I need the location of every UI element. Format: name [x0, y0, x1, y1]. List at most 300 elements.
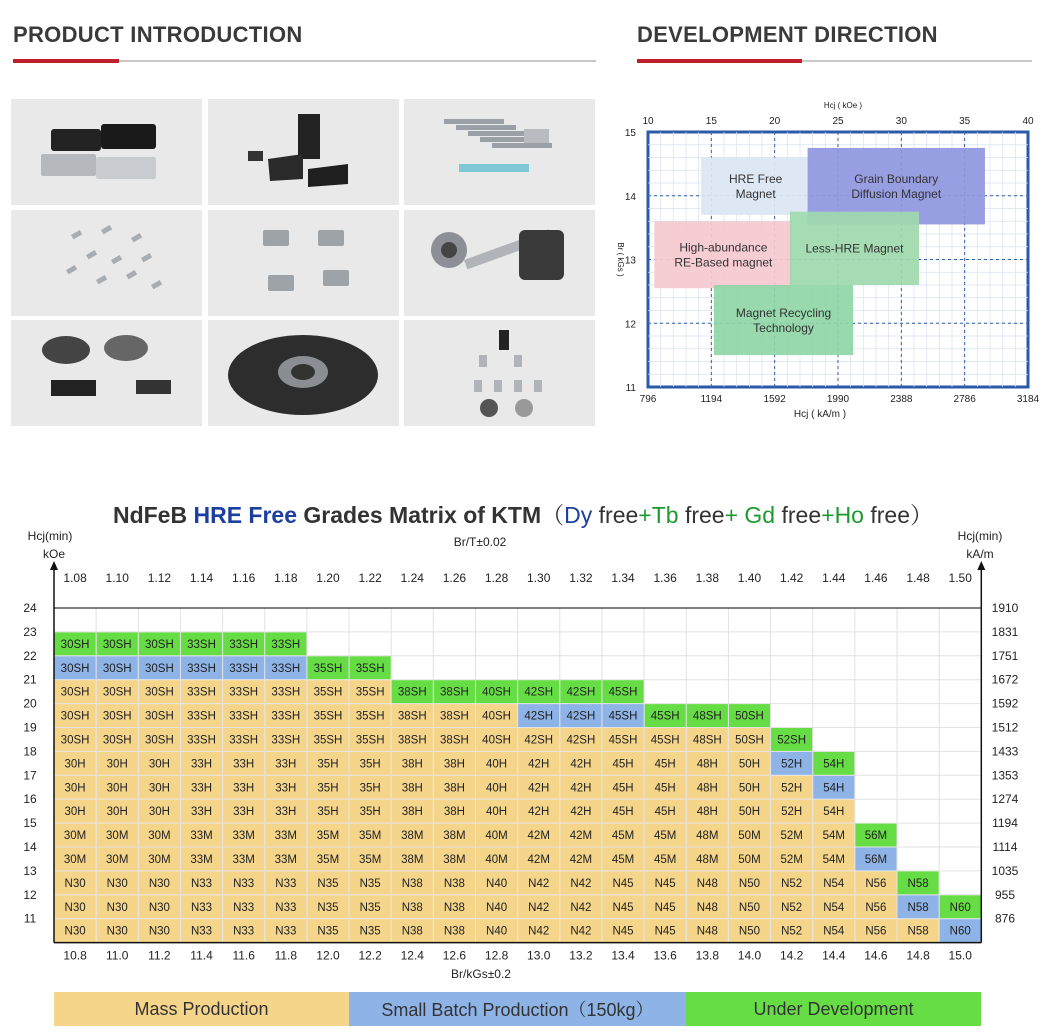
hcj-koe-tick: 24 — [23, 600, 37, 615]
block-magnets-photo — [208, 210, 399, 316]
hcj-kam-tick: 1672 — [991, 672, 1019, 687]
br-kgs-tick: 13.8 — [695, 948, 720, 963]
hcj-koe-tick: 17 — [23, 768, 37, 783]
grade-label: 42SH — [566, 710, 596, 723]
br-tesla-tick: 1.20 — [316, 571, 340, 585]
grade-label: 45M — [611, 830, 635, 843]
grade-label: N38 — [443, 877, 465, 890]
grade-label: 52H — [781, 806, 803, 819]
grade-label: N42 — [570, 877, 592, 890]
grade-label: 45M — [653, 853, 677, 866]
br-kgs-tick: 12.2 — [358, 948, 382, 963]
top-tick: 10 — [642, 116, 654, 127]
hcj-koe-tick: 12 — [23, 887, 37, 902]
hcj-koe-tick: 21 — [23, 672, 37, 687]
grade-label: 30SH — [144, 734, 174, 747]
grade-label: 50H — [738, 782, 761, 795]
grade-label: N30 — [106, 877, 128, 890]
grade-label: 42H — [528, 758, 550, 771]
grade-label: 38M — [443, 830, 466, 843]
grade-label: 45H — [612, 782, 634, 795]
hcj-kam-tick: 1194 — [992, 816, 1018, 831]
br-tesla-tick: 1.40 — [737, 571, 762, 585]
grade-label: 30M — [63, 830, 87, 843]
grade-label: 33H — [233, 782, 255, 795]
right-axis-label-1: Hcj(min) — [957, 529, 1003, 543]
top-tick: 40 — [1022, 116, 1034, 127]
grade-label: 50M — [738, 830, 761, 843]
grade-label: 30SH — [102, 710, 132, 723]
grade-label: 38SH — [397, 686, 427, 699]
grade-label: N45 — [654, 925, 676, 938]
grade-label: 30H — [106, 758, 128, 771]
cylinder-magnets-photo — [11, 210, 202, 316]
bottom-tick: 1194 — [700, 394, 723, 405]
grade-label: N52 — [781, 925, 803, 938]
hcj-kam-tick: 1353 — [991, 768, 1019, 783]
br-kgs-tick: 11.4 — [190, 948, 213, 963]
hcj-koe-tick: 19 — [23, 720, 37, 735]
grade-label: 56M — [864, 830, 888, 843]
title-gd-plus: + Gd — [724, 502, 776, 528]
development-direction-chart — [612, 96, 1046, 430]
br-tesla-tick: 1.42 — [779, 571, 804, 585]
grade-label: 45H — [612, 806, 634, 819]
product-introduction-title: PRODUCT INTRODUCTION — [13, 22, 303, 47]
grade-label: N42 — [570, 901, 592, 914]
br-tesla-tick: 1.34 — [611, 571, 635, 585]
grade-label: 40M — [485, 853, 508, 866]
grade-label: N35 — [317, 877, 339, 890]
grade-label: 30H — [64, 782, 86, 795]
grade-label: 35SH — [313, 710, 343, 723]
grade-label: 30SH — [102, 686, 132, 699]
grade-label: 33SH — [187, 710, 216, 723]
grade-label: 35H — [359, 806, 381, 819]
top-tick: 30 — [895, 116, 907, 127]
grade-label: 42SH — [524, 686, 554, 699]
grade-label: N52 — [781, 877, 803, 890]
grade-label: 35H — [317, 782, 339, 795]
title-ho: +Ho — [821, 502, 864, 528]
grade-label: 45H — [612, 758, 634, 771]
br-kgs-tick: 13.4 — [611, 948, 635, 963]
grade-label: 45SH — [608, 734, 638, 747]
grade-label: 42M — [527, 853, 550, 866]
grade-label: 52M — [780, 853, 803, 866]
grade-label: N38 — [443, 901, 465, 914]
grade-label: 38SH — [440, 734, 469, 747]
hcj-kam-tick: 1751 — [991, 648, 1019, 663]
hcj-kam-tick: 1274 — [991, 792, 1019, 807]
top-tick: 35 — [959, 116, 971, 127]
grade-label: 30H — [148, 782, 170, 795]
title-free-4: free） — [863, 502, 934, 528]
left-tick: 11 — [625, 383, 636, 394]
br-kgs-tick: 11.0 — [105, 948, 129, 963]
grade-label: 42H — [570, 758, 592, 771]
grades-matrix — [0, 528, 1046, 981]
grade-label: 48M — [696, 830, 719, 843]
top-tick: 15 — [705, 116, 717, 127]
br-tesla-tick: 1.14 — [189, 571, 214, 585]
top-axis-title: Hcj ( kOe ) — [823, 101, 863, 110]
grade-label: N33 — [275, 877, 297, 890]
hcj-kam-tick: 1910 — [991, 600, 1019, 615]
grade-label: 38H — [443, 758, 465, 771]
grade-label: 33SH — [229, 662, 259, 675]
br-kgs-tick: 14.6 — [864, 948, 888, 963]
grade-label: N42 — [528, 925, 550, 938]
grade-label: 38M — [443, 853, 466, 866]
grade-label: N35 — [317, 901, 339, 914]
grade-label: N33 — [190, 877, 213, 890]
grade-label: N56 — [865, 877, 887, 890]
grade-label: 35SH — [355, 686, 385, 699]
title-tb: +Tb — [638, 502, 679, 528]
grade-label: 33M — [232, 830, 255, 843]
grade-label: 30SH — [102, 734, 132, 747]
grade-label: 30SH — [144, 662, 174, 675]
grade-label: 35SH — [355, 662, 385, 675]
grade-label: 35SH — [355, 710, 385, 723]
title-free-3: free — [775, 502, 822, 528]
grade-label: N48 — [696, 877, 718, 890]
grade-label: N40 — [486, 925, 508, 938]
br-tesla-tick: 1.38 — [695, 571, 720, 585]
left-tick: 12 — [624, 319, 636, 331]
right-axis-label-2: kA/m — [966, 547, 994, 561]
grade-label: N42 — [528, 901, 550, 914]
grade-label: 33SH — [187, 734, 216, 747]
grade-label: 40SH — [482, 710, 511, 723]
disc-rotor-photo — [208, 320, 399, 426]
grade-label: N30 — [148, 901, 170, 914]
grade-label: 30SH — [60, 638, 90, 651]
grade-label: 38SH — [440, 686, 469, 699]
grade-label: 35SH — [313, 662, 343, 675]
hcj-kam-tick: 1114 — [992, 839, 1018, 854]
grade-label: 33SH — [271, 638, 301, 651]
top-axis-label: Br/T±0.02 — [453, 535, 507, 549]
grade-label: N40 — [486, 901, 508, 914]
grade-label: 54H — [823, 806, 845, 819]
grade-label: N54 — [823, 877, 845, 890]
grade-label: 42H — [570, 806, 592, 819]
grade-label: 48SH — [692, 734, 722, 747]
segment-magnets-photo — [11, 99, 202, 205]
hcj-kam-tick: 1831 — [991, 624, 1019, 639]
br-tesla-tick: 1.08 — [63, 571, 87, 585]
grade-label: 30SH — [60, 734, 90, 747]
grade-label: 30SH — [144, 638, 174, 651]
grade-label: 38SH — [440, 710, 469, 723]
br-kgs-tick: 12.6 — [442, 948, 467, 963]
grade-label: N30 — [106, 901, 128, 914]
grade-label: 50H — [738, 758, 761, 771]
br-kgs-tick: 13.0 — [527, 948, 551, 963]
grade-label: 33SH — [229, 734, 259, 747]
grade-label: 35SH — [355, 734, 385, 747]
grade-label: 38H — [401, 758, 423, 771]
grade-label: N38 — [443, 925, 465, 938]
br-kgs-tick: 14.2 — [779, 948, 804, 963]
grade-label: 42H — [528, 806, 550, 819]
hcj-kam-tick: 1433 — [991, 744, 1019, 759]
hcj-kam-tick: 1592 — [991, 696, 1019, 711]
bottom-axis-label: Br/kGs±0.2 — [451, 967, 511, 981]
grade-label: N30 — [148, 877, 170, 890]
br-tesla-tick: 1.22 — [358, 571, 382, 585]
grade-label: 30M — [63, 853, 87, 866]
br-kgs-tick: 12.4 — [400, 948, 424, 963]
grade-label: 33H — [275, 806, 297, 819]
br-tesla-tick: 1.26 — [442, 571, 467, 585]
grade-label: N33 — [275, 925, 297, 938]
grade-label: 45M — [653, 830, 677, 843]
grade-label: 35H — [359, 758, 381, 771]
recycling-box — [714, 285, 853, 355]
grade-label: 52SH — [777, 734, 807, 747]
left-axis-label-1: Hcj(min) — [27, 529, 73, 543]
grade-label: 35SH — [313, 686, 343, 699]
grade-label: 30SH — [102, 662, 132, 675]
grade-label: N35 — [359, 877, 381, 890]
grade-label: N60 — [949, 925, 971, 938]
grade-label: N54 — [823, 901, 845, 914]
grade-label: N48 — [696, 925, 718, 938]
grade-label: N52 — [781, 901, 803, 914]
development-direction-title: DEVELOPMENT DIRECTION — [637, 22, 938, 47]
grade-label: 45H — [654, 806, 676, 819]
hcj-koe-tick: 14 — [23, 839, 37, 854]
title-part-grades: Grades Matrix of KTM — [297, 502, 542, 528]
br-tesla-tick: 1.48 — [906, 571, 930, 585]
grade-label: 33SH — [271, 662, 301, 675]
title-paren-open: （ — [541, 502, 565, 528]
grade-label: 35H — [317, 806, 339, 819]
small-assemblies-photo — [404, 320, 595, 426]
grade-label: N30 — [64, 877, 86, 890]
grade-label: 35M — [316, 830, 340, 843]
bottom-axis-title: Hcj ( kA/m ) — [793, 409, 847, 420]
grade-label: 30SH — [144, 710, 174, 723]
left-tick: 14 — [624, 191, 636, 203]
br-kgs-tick: 11.6 — [232, 948, 255, 963]
grade-label: 33SH — [187, 638, 216, 651]
legend-small-batch: Small Batch Production（150kg） — [349, 992, 686, 1026]
grade-label: 33M — [190, 830, 213, 843]
hcj-koe-tick: 16 — [23, 792, 37, 807]
grade-label: 48H — [696, 806, 718, 819]
grade-label: 30SH — [60, 710, 90, 723]
left-axis-title: Br ( kGs ) — [616, 242, 625, 277]
grade-label: 42SH — [524, 734, 554, 747]
grade-label: N56 — [865, 925, 887, 938]
grade-label: N33 — [190, 901, 213, 914]
bottom-tick: 1990 — [826, 394, 850, 405]
bottom-tick: 2388 — [890, 394, 913, 405]
br-tesla-tick: 1.12 — [147, 571, 172, 585]
grade-label: N60 — [949, 901, 971, 914]
grade-label: 38SH — [397, 734, 427, 747]
grade-label: N58 — [907, 901, 929, 914]
right-axis-arrow-icon — [977, 561, 985, 570]
grade-label: 33M — [232, 853, 255, 866]
legend-mass-production: Mass Production — [54, 992, 349, 1026]
grade-label: N42 — [528, 877, 550, 890]
top-tick: 25 — [832, 116, 844, 127]
grade-label: 33M — [274, 853, 298, 866]
grade-label: 35M — [316, 853, 340, 866]
grade-label: 33SH — [229, 710, 259, 723]
left-axis-label-2: kOe — [42, 547, 66, 561]
title-free-2: free — [678, 502, 725, 528]
br-tesla-tick: 1.28 — [484, 571, 509, 585]
br-tesla-tick: 1.36 — [653, 571, 677, 585]
grade-label: 33H — [190, 758, 213, 771]
br-tesla-tick: 1.10 — [105, 571, 129, 585]
grade-label: N50 — [738, 901, 761, 914]
grade-label: 54M — [822, 830, 845, 843]
grade-label: 45SH — [650, 734, 680, 747]
grade-label: 30M — [106, 830, 129, 843]
small-assemblies-photo-graphic — [404, 320, 595, 426]
grade-label: 33H — [190, 782, 213, 795]
grade-label: N50 — [738, 925, 761, 938]
tile-magnets-photo-graphic — [208, 99, 399, 205]
grade-label: 50M — [738, 853, 761, 866]
grade-label: 38H — [401, 806, 423, 819]
grade-label: N33 — [190, 925, 213, 938]
hcj-kam-tick: 1512 — [991, 720, 1019, 735]
br-kgs-tick: 14.4 — [822, 948, 846, 963]
grade-label: 30H — [148, 806, 170, 819]
hcj-koe-tick: 15 — [23, 816, 37, 831]
grade-label: N45 — [612, 877, 634, 890]
hcj-koe-tick: 13 — [23, 863, 37, 878]
br-kgs-tick: 11.2 — [148, 948, 171, 963]
grade-label: 35SH — [313, 734, 343, 747]
grade-label: 33H — [275, 758, 297, 771]
br-kgs-tick: 11.8 — [274, 948, 298, 963]
grade-label: 38H — [443, 782, 465, 795]
grade-label: 54H — [823, 758, 845, 771]
grade-label: N58 — [907, 925, 929, 938]
grade-label: N33 — [233, 901, 255, 914]
grade-label: N30 — [148, 925, 170, 938]
bottom-tick: 1592 — [763, 394, 786, 405]
grade-label: N30 — [64, 901, 86, 914]
br-tesla-tick: 1.18 — [274, 571, 298, 585]
grade-label: 33SH — [229, 686, 259, 699]
grain-boundary-box-label-1: Grain Boundary — [854, 172, 939, 187]
grade-label: 33M — [274, 830, 298, 843]
grade-label: 33M — [190, 853, 213, 866]
less-hre-box-label-1: Less-HRE Magnet — [805, 241, 904, 256]
grade-label: 48H — [696, 782, 718, 795]
br-tesla-tick: 1.30 — [527, 571, 551, 585]
grade-label: 40SH — [482, 686, 511, 699]
grade-label: 33SH — [271, 710, 301, 723]
grade-label: 33SH — [187, 662, 216, 675]
bottom-tick: 2786 — [953, 394, 976, 405]
grade-label: 45SH — [608, 686, 638, 699]
br-tesla-tick: 1.16 — [231, 571, 256, 585]
grade-label: N38 — [401, 877, 423, 890]
grade-label: 40M — [485, 830, 508, 843]
grade-label: N56 — [865, 901, 887, 914]
bar-magnets-photo — [404, 99, 595, 205]
grade-label: 38H — [401, 782, 423, 795]
hcj-kam-tick: 876 — [994, 911, 1016, 926]
grade-label: N30 — [106, 925, 128, 938]
recycling-box-label-1: Magnet Recycling — [735, 306, 832, 321]
legend-under-development: Under Development — [686, 992, 981, 1026]
grade-label: N45 — [654, 877, 676, 890]
grade-label: 50H — [738, 806, 761, 819]
br-tesla-tick: 1.44 — [822, 571, 846, 585]
br-tesla-tick: 1.32 — [569, 571, 593, 585]
hcj-koe-tick: 23 — [23, 624, 37, 639]
grade-label: 40H — [486, 782, 508, 795]
grade-label: 30H — [148, 758, 170, 771]
grade-label: 38H — [443, 806, 465, 819]
grade-label: 30SH — [60, 686, 90, 699]
left-tick: 15 — [624, 128, 636, 139]
hcj-kam-tick: 1035 — [991, 863, 1019, 878]
br-kgs-tick: 12.0 — [316, 948, 340, 963]
grade-label: 52H — [781, 782, 803, 795]
grade-label: 33SH — [229, 638, 259, 651]
br-kgs-tick: 13.6 — [653, 948, 677, 963]
grade-label: 52M — [780, 830, 803, 843]
bottom-tick: 3184 — [1016, 394, 1040, 405]
ring-magnets-photo — [11, 320, 202, 426]
grade-label: 42SH — [566, 734, 596, 747]
recycling-box-label-2: Technology — [753, 321, 814, 336]
grade-label: 45SH — [608, 710, 638, 723]
high-abundance-box-label-2: RE-Based magnet — [674, 255, 773, 270]
grade-label: 33SH — [271, 686, 301, 699]
br-kgs-tick: 12.8 — [484, 948, 509, 963]
grade-label: 56M — [864, 853, 888, 866]
grade-label: N54 — [823, 925, 845, 938]
hcj-koe-tick: 22 — [23, 648, 37, 663]
grade-label: 33H — [233, 806, 255, 819]
grade-label: 48H — [696, 758, 718, 771]
high-abundance-box-label-1: High-abundance — [679, 240, 768, 255]
grade-label: 30M — [148, 853, 171, 866]
br-tesla-tick: 1.50 — [948, 571, 972, 585]
grain-boundary-box-label-2: Diffusion Magnet — [851, 187, 942, 202]
grade-label: 40SH — [482, 734, 511, 747]
grade-label: 33H — [275, 782, 297, 795]
hcj-koe-tick: 11 — [23, 911, 37, 926]
left-axis-arrow-icon — [50, 561, 58, 570]
grade-label: 45SH — [650, 710, 680, 723]
grade-label: 50SH — [735, 710, 764, 723]
hcj-kam-tick: 955 — [994, 887, 1016, 902]
grade-label: N33 — [233, 925, 255, 938]
title-free-1: free — [592, 502, 639, 528]
grade-label: 30H — [106, 782, 128, 795]
grade-label: N45 — [612, 925, 634, 938]
block-magnets-photo-graphic — [208, 210, 399, 316]
ring-magnets-photo-graphic — [11, 320, 202, 426]
grade-label: 35M — [358, 853, 382, 866]
hre-free-box-label-2: Magnet — [735, 187, 776, 202]
